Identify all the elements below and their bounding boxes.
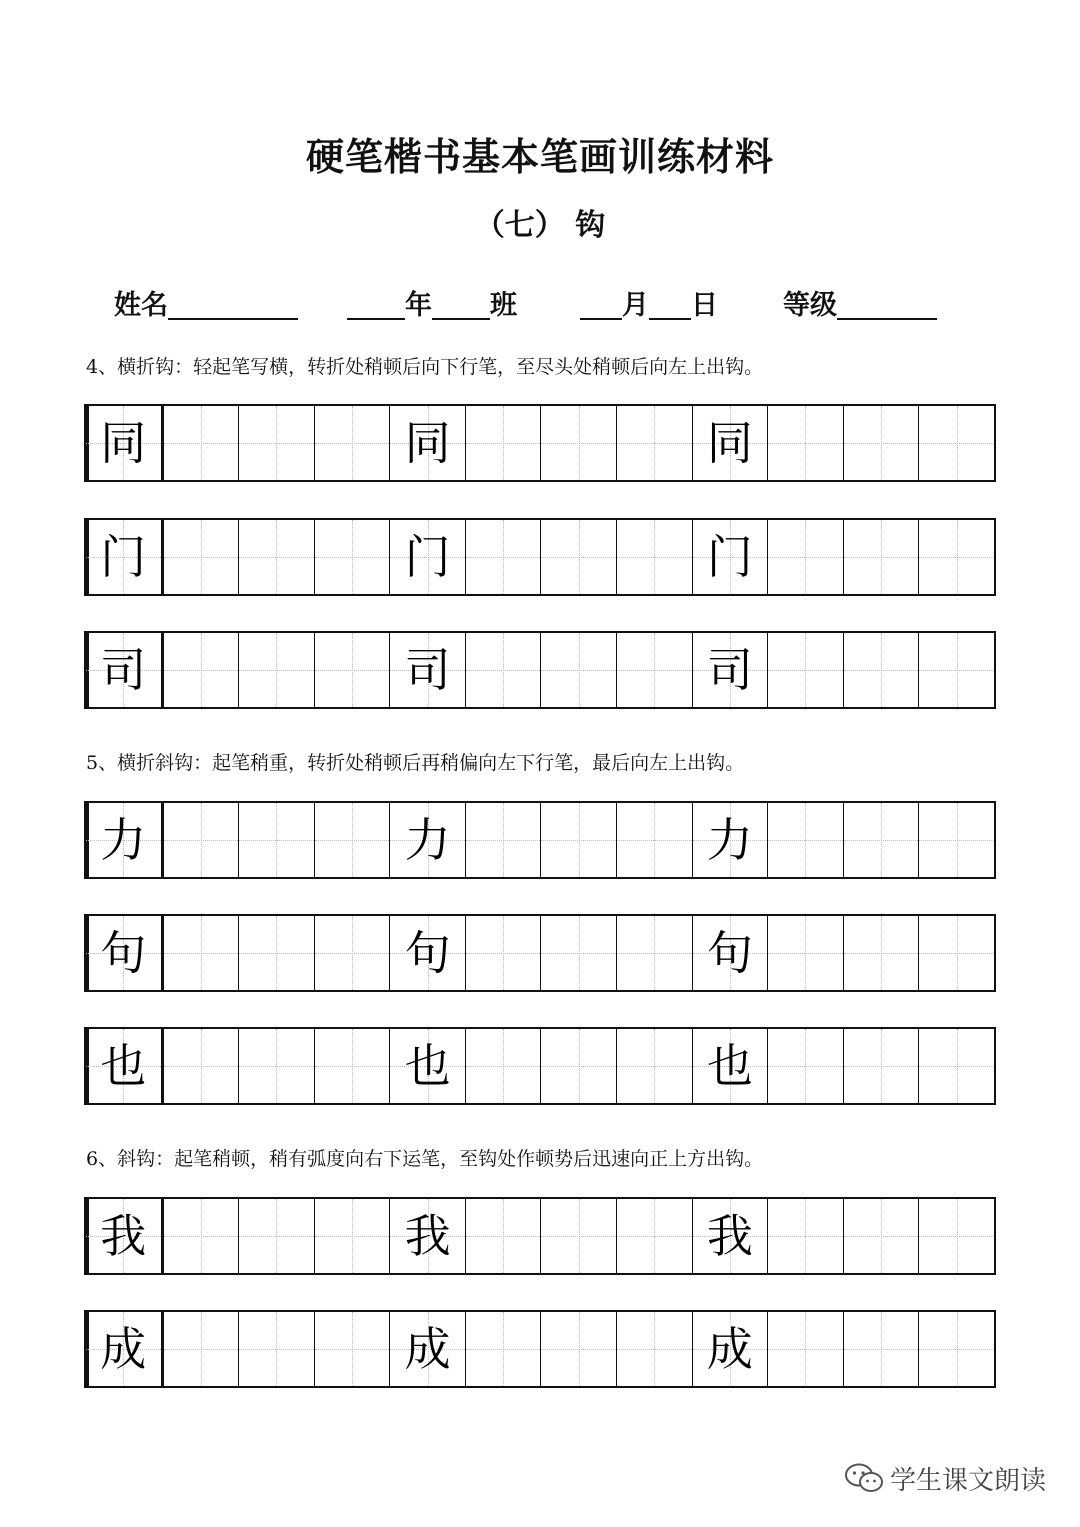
guide-line-horizontal [466,670,541,671]
year-class-field[interactable] [347,286,517,326]
practice-cell[interactable] [315,803,391,877]
guide-line-horizontal [617,840,692,841]
model-cell[interactable] [693,1199,769,1273]
guide-line-horizontal [541,670,616,671]
guide-line-horizontal [844,840,919,841]
page-title: 硬笔楷书基本笔画训练材料 [305,135,774,179]
model-character: 我 [706,1209,753,1263]
guide-line-horizontal [315,840,390,841]
guide-line-horizontal [164,1236,239,1237]
guide-line-horizontal [844,953,919,954]
practice-cell[interactable] [466,520,542,594]
practice-cell[interactable] [919,803,994,877]
guide-line-horizontal [617,1066,692,1067]
practice-cell[interactable] [919,916,994,990]
guide-line-horizontal [466,840,541,841]
guide-line-horizontal [919,840,994,841]
guide-line-horizontal [919,1236,994,1237]
guide-line-horizontal [164,1349,239,1350]
practice-cell[interactable] [466,1029,542,1103]
guide-line-horizontal [768,670,843,671]
guide-line-horizontal [164,443,239,444]
guide-line-horizontal [239,1236,314,1237]
practice-cell[interactable] [768,1029,844,1103]
practice-cell[interactable] [541,406,617,480]
model-character: 我 [100,1209,147,1263]
practice-cell[interactable] [164,406,240,480]
guide-line-horizontal [315,557,390,558]
practice-cell[interactable] [919,1199,994,1273]
model-character: 力 [706,813,753,867]
practice-row[interactable] [84,801,996,879]
model-character: 也 [706,1039,753,1093]
guide-line-horizontal [164,557,239,558]
practice-cell[interactable] [844,1312,920,1386]
guide-line-horizontal [239,557,314,558]
model-character: 力 [404,813,451,867]
practice-cell[interactable] [164,803,240,877]
practice-row[interactable] [84,1310,996,1388]
practice-cell[interactable] [541,1199,617,1273]
instruction-6: 6、斜钩：起笔稍顿，稍有弧度向右下运笔，至钩处作顿势后迅速向正上方出钩。 [86,1148,764,1170]
practice-cell[interactable] [239,1312,315,1386]
model-character: 句 [706,926,753,980]
instruction-5: 5、横折斜钩：起笔稍重，转折处稍顿后再稍偏向左下行笔，最后向左上出钩。 [86,752,745,774]
model-cell[interactable] [86,1029,164,1103]
model-cell[interactable] [693,1312,769,1386]
practice-cell[interactable] [768,803,844,877]
guide-line-horizontal [466,953,541,954]
practice-cell[interactable] [239,916,315,990]
grade-label: 等级 [783,290,837,321]
model-cell[interactable] [390,520,466,594]
model-character: 也 [100,1039,147,1093]
model-cell[interactable] [86,916,164,990]
guide-line-horizontal [541,443,616,444]
student-info-row [0,286,1080,326]
guide-line-horizontal [315,1236,390,1237]
guide-line-horizontal [844,557,919,558]
guide-line-horizontal [541,1349,616,1350]
model-cell[interactable] [86,406,164,480]
guide-line-horizontal [164,953,239,954]
model-character: 同 [404,416,451,470]
grade-blank[interactable] [837,286,937,320]
guide-line-horizontal [164,840,239,841]
guide-line-horizontal [768,443,843,444]
month-blank[interactable] [580,286,622,320]
guide-line-horizontal [239,443,314,444]
page-subtitle: （七） 钩 [474,208,606,243]
practice-cell[interactable] [844,406,920,480]
model-cell[interactable] [390,1199,466,1273]
practice-cell[interactable] [315,1199,391,1273]
model-character: 门 [404,530,451,584]
model-character: 司 [706,643,753,697]
practice-cell[interactable] [315,1312,391,1386]
guide-line-horizontal [844,1349,919,1350]
guide-line-horizontal [617,443,692,444]
guide-line-horizontal [239,953,314,954]
model-character: 力 [100,813,147,867]
model-character: 成 [706,1322,753,1376]
practice-cell[interactable] [315,916,391,990]
practice-cell[interactable] [844,1029,920,1103]
guide-line-horizontal [768,840,843,841]
practice-cell[interactable] [617,1312,693,1386]
practice-cell[interactable] [164,1199,240,1273]
practice-cell[interactable] [164,633,240,707]
guide-line-horizontal [466,557,541,558]
guide-line-horizontal [617,1236,692,1237]
guide-line-horizontal [541,840,616,841]
model-cell[interactable] [693,520,769,594]
grade-field[interactable] [783,286,937,326]
model-character: 我 [404,1209,451,1263]
model-cell[interactable] [390,916,466,990]
practice-cell[interactable] [541,520,617,594]
practice-cell[interactable] [919,520,994,594]
practice-cell[interactable] [239,520,315,594]
practice-cell[interactable] [919,1312,994,1386]
practice-row[interactable] [84,914,996,992]
practice-cell[interactable] [617,406,693,480]
practice-cell[interactable] [617,916,693,990]
watermark [844,1458,1046,1498]
practice-cell[interactable] [315,633,391,707]
name-field[interactable] [114,286,298,326]
guide-line-horizontal [768,1066,843,1067]
practice-cell[interactable] [617,1199,693,1273]
practice-row[interactable] [84,404,996,482]
guide-line-horizontal [768,953,843,954]
guide-line-horizontal [617,1349,692,1350]
guide-line-horizontal [541,557,616,558]
guide-line-horizontal [844,1066,919,1067]
guide-line-horizontal [466,443,541,444]
model-cell[interactable] [693,1029,769,1103]
practice-cell[interactable] [315,406,391,480]
model-character: 句 [404,926,451,980]
practice-cell[interactable] [844,803,920,877]
model-character: 司 [404,643,451,697]
class-label: 班 [490,290,517,321]
guide-line-horizontal [541,1236,616,1237]
guide-line-horizontal [768,1349,843,1350]
guide-line-horizontal [239,1066,314,1067]
guide-line-horizontal [466,1066,541,1067]
practice-cell[interactable] [239,803,315,877]
guide-line-horizontal [919,1066,994,1067]
guide-line-horizontal [768,557,843,558]
model-cell[interactable] [693,916,769,990]
instruction-4: 4、横折钩：轻起笔写横，转折处稍顿后向下行笔，至尽头处稍顿后向左上出钩。 [86,356,764,378]
model-cell[interactable] [390,1312,466,1386]
practice-cell[interactable] [919,633,994,707]
guide-line-horizontal [541,953,616,954]
practice-cell[interactable] [164,520,240,594]
practice-cell[interactable] [239,1199,315,1273]
model-character: 同 [706,416,753,470]
model-character: 门 [706,530,753,584]
practice-cell[interactable] [919,1029,994,1103]
model-cell[interactable] [86,633,164,707]
year-label: 年 [405,290,432,321]
model-character: 门 [100,530,147,584]
guide-line-horizontal [919,953,994,954]
practice-cell[interactable] [466,803,542,877]
practice-row[interactable] [84,1197,996,1275]
practice-cell[interactable] [617,520,693,594]
practice-cell[interactable] [844,520,920,594]
practice-cell[interactable] [844,1199,920,1273]
practice-cell[interactable] [541,1312,617,1386]
model-character: 成 [100,1322,147,1376]
guide-line-horizontal [844,443,919,444]
guide-line-horizontal [315,443,390,444]
practice-cell[interactable] [768,633,844,707]
year-blank[interactable] [347,286,405,320]
model-cell[interactable] [86,520,164,594]
practice-cell[interactable] [541,633,617,707]
practice-cell[interactable] [541,1029,617,1103]
model-cell[interactable] [693,803,769,877]
practice-cell[interactable] [768,1199,844,1273]
guide-line-horizontal [919,670,994,671]
practice-cell[interactable] [315,1029,391,1103]
model-cell[interactable] [86,1199,164,1273]
day-blank[interactable] [649,286,691,320]
guide-line-horizontal [844,670,919,671]
practice-cell[interactable] [768,520,844,594]
guide-line-horizontal [239,840,314,841]
practice-cell[interactable] [239,1029,315,1103]
guide-line-horizontal [919,1349,994,1350]
practice-cell[interactable] [164,1029,240,1103]
practice-cell[interactable] [768,916,844,990]
practice-cell[interactable] [164,916,240,990]
guide-line-horizontal [919,443,994,444]
model-character: 成 [404,1322,451,1376]
practice-cell[interactable] [466,1199,542,1273]
model-character: 也 [404,1039,451,1093]
practice-cell[interactable] [919,406,994,480]
guide-line-horizontal [239,670,314,671]
practice-cell[interactable] [239,633,315,707]
practice-cell[interactable] [541,803,617,877]
guide-line-horizontal [315,953,390,954]
practice-row[interactable] [84,631,996,709]
guide-line-horizontal [315,670,390,671]
watermark-text: 学生课文朗读 [889,1465,1046,1496]
guide-line-horizontal [164,1066,239,1067]
practice-cell[interactable] [466,916,542,990]
guide-line-horizontal [315,1066,390,1067]
practice-cell[interactable] [617,1029,693,1103]
guide-line-horizontal [239,1349,314,1350]
model-cell[interactable] [390,406,466,480]
guide-line-horizontal [315,1349,390,1350]
date-field[interactable] [580,286,718,326]
practice-cell[interactable] [239,406,315,480]
practice-cell[interactable] [617,633,693,707]
practice-cell[interactable] [617,803,693,877]
guide-line-horizontal [164,670,239,671]
guide-line-horizontal [541,1066,616,1067]
guide-line-horizontal [617,670,692,671]
practice-cell[interactable] [541,916,617,990]
guide-line-horizontal [768,1236,843,1237]
model-cell[interactable] [390,803,466,877]
class-blank[interactable] [432,286,490,320]
wechat-icon [844,1462,884,1494]
model-cell[interactable] [390,1029,466,1103]
model-cell[interactable] [86,803,164,877]
model-cell[interactable] [693,406,769,480]
practice-cell[interactable] [466,1312,542,1386]
model-cell[interactable] [86,1312,164,1386]
model-character: 司 [100,643,147,697]
month-label: 月 [622,290,649,321]
name-blank[interactable] [168,286,298,320]
practice-cell[interactable] [768,1312,844,1386]
practice-cell[interactable] [164,1312,240,1386]
practice-cell[interactable] [844,633,920,707]
guide-line-horizontal [919,557,994,558]
guide-line-horizontal [466,1236,541,1237]
model-character: 句 [100,926,147,980]
model-character: 同 [100,416,147,470]
practice-row[interactable] [84,1027,996,1105]
model-cell[interactable] [693,633,769,707]
model-cell[interactable] [390,633,466,707]
name-label: 姓名 [114,290,168,321]
day-label: 日 [691,290,718,321]
practice-cell[interactable] [466,633,542,707]
guide-line-horizontal [844,1236,919,1237]
practice-cell[interactable] [768,406,844,480]
practice-cell[interactable] [315,520,391,594]
practice-cell[interactable] [844,916,920,990]
practice-cell[interactable] [466,406,542,480]
guide-line-horizontal [466,1349,541,1350]
guide-line-horizontal [617,557,692,558]
guide-line-horizontal [617,953,692,954]
practice-row[interactable] [84,518,996,596]
